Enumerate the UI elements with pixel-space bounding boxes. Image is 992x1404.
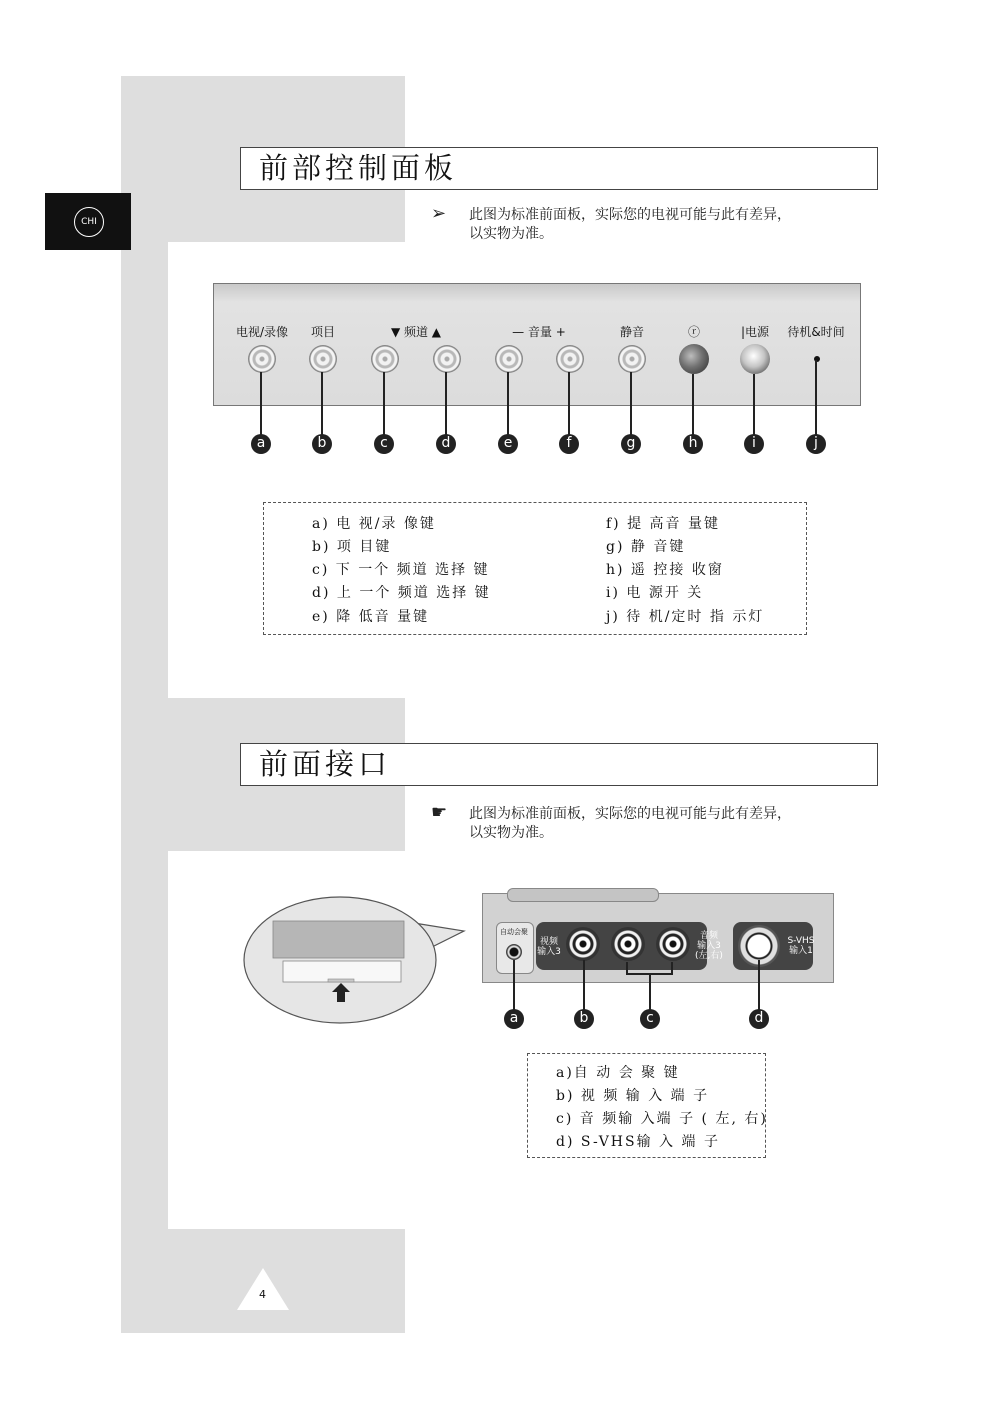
- port-label: S-VHS 输入1: [787, 936, 815, 956]
- channel-down-button[interactable]: [371, 345, 399, 373]
- callout-letter: f: [559, 434, 579, 454]
- panel-lip: [507, 888, 659, 902]
- arrow-pointer-icon: ➢: [431, 203, 447, 224]
- audio-right-input-jack[interactable]: [656, 927, 690, 961]
- callout-line: [383, 372, 385, 436]
- volume-down-button[interactable]: [495, 345, 523, 373]
- language-tab-label: CHI: [74, 207, 104, 237]
- bracket-line: [600, 962, 680, 982]
- panel-label: 项目: [310, 325, 336, 339]
- legend-box: [527, 1053, 766, 1158]
- panel-label: 待机&时间: [787, 325, 845, 339]
- callout-letter: a: [251, 434, 271, 454]
- callout-letter: c: [640, 1009, 660, 1029]
- port-label: 自动会聚: [500, 928, 528, 936]
- callout-letter: a: [504, 1009, 524, 1029]
- auto-focus-button[interactable]: [506, 944, 522, 960]
- callout-line: [260, 372, 262, 436]
- audio-left-input-jack[interactable]: [611, 927, 645, 961]
- callout-line: [630, 372, 632, 436]
- panel-label: 电视/录像: [235, 325, 289, 339]
- callout-line: [568, 372, 570, 436]
- legend-item: a) 电 视/录 像键: [312, 516, 436, 532]
- legend-box: [263, 502, 807, 635]
- note-line: 此图为标准前面板，实际您的电视可能与此有差异，: [469, 207, 791, 223]
- callout-line: [753, 374, 755, 436]
- callout-letter: i: [744, 434, 764, 454]
- port-label: 音频 输入3 (左,右): [695, 931, 723, 961]
- legend-item: c) 音 频输 入端 子 ( 左, 右): [556, 1111, 768, 1127]
- note-line: 以实物为准。: [469, 226, 553, 242]
- callout-line: [815, 360, 817, 436]
- volume-up-button[interactable]: [556, 345, 584, 373]
- legend-item: g) 静 音键: [606, 539, 686, 555]
- video-input-jack[interactable]: [566, 927, 600, 961]
- gray-band: [121, 851, 168, 1231]
- legend-item: b) 视 频 输 入 端 子: [556, 1088, 710, 1104]
- page-number-badge: [237, 1268, 289, 1310]
- mute-button[interactable]: [618, 345, 646, 373]
- callout-line: [507, 372, 509, 436]
- note-line: 以实物为准。: [469, 825, 553, 841]
- front-control-panel: [213, 283, 861, 406]
- legend-item: h) 遥 控接 收窗: [606, 562, 724, 578]
- panel-label: — 音量 +: [512, 325, 566, 339]
- callout-letter: c: [374, 434, 394, 454]
- legend-item: i) 电 源开 关: [606, 585, 704, 601]
- callout-letter: j: [806, 434, 826, 454]
- callout-letter: d: [436, 434, 456, 454]
- door-detail-bubble: [240, 893, 480, 1033]
- tv-video-button[interactable]: [248, 345, 276, 373]
- callout-letter: e: [498, 434, 518, 454]
- callout-letter: h: [683, 434, 703, 454]
- remote-sensor-window: [679, 344, 709, 374]
- port-label: 视频 输入3: [537, 937, 561, 957]
- page-number: 4: [259, 1288, 266, 1301]
- legend-item: a)自 动 会 聚 键: [556, 1065, 680, 1081]
- remote-sensor-icon: ⓡ: [687, 325, 701, 339]
- gray-band: [121, 242, 168, 700]
- callout-letter: g: [621, 434, 641, 454]
- legend-item: c) 下 一个 频道 选择 键: [312, 562, 490, 578]
- legend-item: j) 待 机/定时 指 示灯: [606, 609, 765, 625]
- panel-label: 静音: [619, 325, 645, 339]
- channel-up-button[interactable]: [433, 345, 461, 373]
- legend-item: e) 降 低音 量键: [312, 609, 430, 625]
- callout-line: [321, 372, 323, 436]
- section1-note: [431, 203, 791, 244]
- power-button[interactable]: [740, 344, 770, 374]
- callout-line: [692, 374, 694, 436]
- callout-line: [583, 960, 585, 1010]
- section2-title: 前面接口: [259, 747, 392, 781]
- callout-letter: b: [574, 1009, 594, 1029]
- callout-line: [513, 960, 515, 1010]
- section2-note: [431, 802, 791, 843]
- menu-button[interactable]: [309, 345, 337, 373]
- panel-label: |电源: [740, 325, 770, 339]
- callout-line: [649, 974, 651, 1010]
- legend-item: d) S-VHS输 入 端 子: [556, 1134, 720, 1150]
- section-title-box: [240, 147, 878, 190]
- section-title-box: [240, 743, 878, 786]
- panel-label: ▼ 频道 ▲: [390, 325, 442, 339]
- callout-line: [758, 960, 760, 1010]
- legend-item: f) 提 高音 量键: [606, 516, 720, 532]
- callout-letter: b: [312, 434, 332, 454]
- legend-item: b) 项 目键: [312, 539, 392, 555]
- section1-title: 前部控制面板: [259, 151, 458, 185]
- note-line: 此图为标准前面板，实际您的电视可能与此有差异，: [469, 806, 791, 822]
- legend-item: d) 上 一个 频道 选择 键: [312, 585, 491, 601]
- language-tab: [45, 193, 131, 250]
- callout-letter: d: [749, 1009, 769, 1029]
- pointing-hand-icon: ☛: [431, 802, 448, 823]
- callout-line: [445, 372, 447, 436]
